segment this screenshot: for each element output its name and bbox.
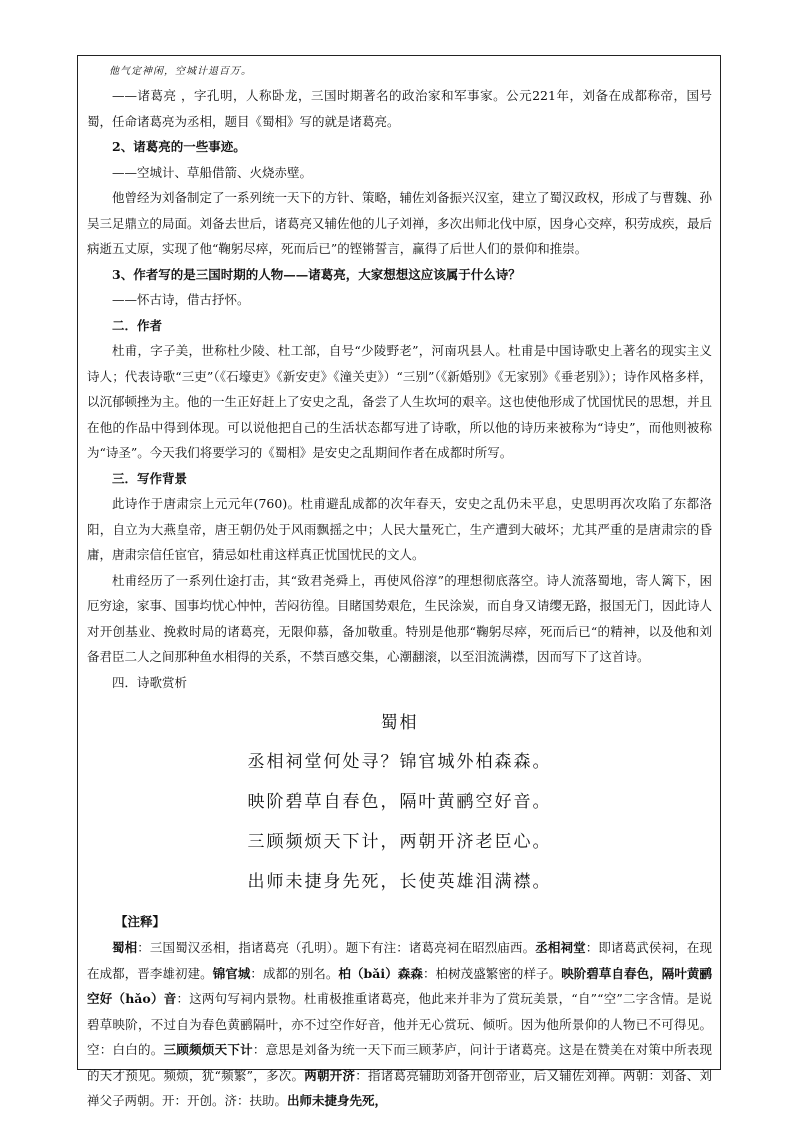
paragraph-background-2: 杜甫经历了一系列仕途打击，其“致君尧舜上，再使风俗淳”的理想彻底落空。诗人流落蜀地，寄人篱下，困厄穷途，家事、国事均忧心忡忡，苦闷彷徨。目睹国势艰危，生民涂炭，而自身又请缨无路，报国无门，因此诗人对开创基业、挽救时局的诸葛亮，无限仰慕，备加敬重。特别是他那“鞠躬尽瘁，死而后已“的精神，以及他和刘备君臣二人之间那种鱼水相得的关系，不禁百感交集，心潮翻滚，以至泪流满襟，因而写下了这首诗。	[87, 572, 713, 664]
paragraph-author: 杜甫，字子美，世称杜少陵、杜工部，自号“少陵野老”，河南巩县人。杜甫是中国诗歌史上著名的现实主义诗人；代表诗歌“三吏”（《石壕吏》《新安吏》《潼关吏》）“三别”（《新婚别》《无家别》《垂老别》）；诗作风格多样，以沉郁顿挫为主。他的一生正好赶上了安史之乱，备尝了人生坎坷的艰辛。这也使他形成了忧国忧民的思想，并且在他的作品中得到体现。可以说他把自己的生活状态都写进了诗歌，所以他的诗历来被称为“诗史”，而他则被称为“诗圣”。今天我们将要学习的《蜀相》是安史之乱期间作者在成都时所写。	[87, 343, 713, 460]
paragraph-background-1: 此诗作于唐肃宗上元元年(760)。杜甫避乱成都的次年春天，安史之乱仍未平息，史思明再次攻陷了东都洛阳，自立为大燕皇帝，唐王朝仍处于风雨飘摇之中；人民大量死亡，生产遭到大破坏；尤其严重的是唐肃宗的昏庸，唐肃宗信任宦官，猜忌如杜甫这样真正忧国忧民的文人。	[87, 496, 712, 562]
note-term: 丞相祠堂	[535, 940, 586, 955]
heading-poem-appreciation: 四．诗歌赏析	[112, 674, 188, 690]
note-text: ：柏树茂盛繁密的样子。	[422, 965, 562, 981]
note-term: 三顾频烦天下计	[163, 1042, 253, 1057]
document-page	[77, 55, 721, 1108]
note-text: ：意思是刘备为统一天下而三顾茅庐，问计于诸葛亮。这是在赞美在对策中所表现的天才预见。频烦，犹“频繁”，多次。	[87, 1042, 712, 1083]
heading-author: 二．作者	[112, 317, 163, 333]
note-term: 出师未捷身先死，	[287, 1093, 388, 1108]
poem-line: 三顾频烦天下计，两朝开济老臣心。	[247, 832, 552, 852]
note-term: 蜀相	[112, 940, 138, 955]
notes-paragraph	[87, 935, 712, 1114]
paragraph-zhuge-intro: ——诸葛亮 ，字孔明，人称卧龙，三国时期著名的政治家和军事家。公元221年，刘备在成都称帝，国号蜀，任命诸葛亮为丞相，题目《蜀相》写的就是诸葛亮。	[87, 88, 712, 129]
paragraph-deeds-list: ——空城计、草船借箭、火烧赤壁。	[112, 164, 313, 180]
paragraph-poem-type: ——怀古诗，借古抒怀。	[112, 292, 250, 307]
paragraph-deeds-detail: 他曾经为刘备制定了一系列统一天下的方针、策略，辅佐刘备振兴汉室，建立了蜀汉政权，形成了与曹魏、孙吴三足鼎立的局面。刘备去世后，诸葛亮又辅佐他的儿子刘禅，多次出师北伐中原，因身心交瘁，积劳成疾，最后病逝五丈原，实现了他“鞠躬尽瘁，死而后已”的铿锵誓言，赢得了后世人们的景仰和推崇。	[87, 190, 713, 256]
note-term: 柏（bǎi）森森	[338, 965, 423, 981]
note-term: 两朝开济	[304, 1067, 356, 1083]
note-term: 锦官城	[212, 965, 251, 981]
poem-line: 映阶碧草自春色，隔叶黄鹂空好音。	[247, 792, 552, 812]
note-term: 映阶碧草自春色，隔叶黄鹂空好（hǎo）音	[87, 965, 712, 1006]
note-text: ：成都的别名。	[250, 965, 339, 981]
poem-line: 出师未捷身先死，长使英雄泪满襟。	[247, 872, 552, 892]
note-text: ：三国蜀汉丞相，指诸葛亮（孔明）。题下有注：诸葛亮祠在昭烈庙西。	[137, 940, 536, 955]
poem-title: 蜀相	[380, 713, 419, 733]
heading-poem-type: 3、作者写的是三国时期的人物——诸葛亮，大家想想这应该属于什么诗？	[112, 266, 521, 282]
heading-deeds: 2、诸葛亮的一些事迹。	[112, 139, 246, 154]
note-text: ：这两句写祠内景物。杜甫极推重诸葛亮，他此来并非为了赏玩美景，“自”“空”二字含情。是说碧草映阶，不过自为春色黄鹂隔叶，亦不过空作好音，他并无心赏玩、倾听。因为他所景仰的人物已不可得见。空：白白的。	[87, 991, 712, 1057]
note-text: ：即诸葛武侯祠，在现在成都，晋李雄初建。	[87, 940, 712, 981]
poem-line: 丞相祠堂何处寻？锦官城外柏森森。	[247, 752, 552, 772]
top-line: 他气定神闲，空城计退百万。	[109, 66, 252, 77]
note-text: ：指诸葛亮辅助刘备开创帝业，后又辅佐刘禅。两朝：刘备、刘禅父子两朝。开：开创。济：扶助。	[87, 1067, 712, 1108]
heading-background: 三．写作背景	[112, 470, 188, 486]
notes-title: 【注释】	[115, 914, 166, 929]
